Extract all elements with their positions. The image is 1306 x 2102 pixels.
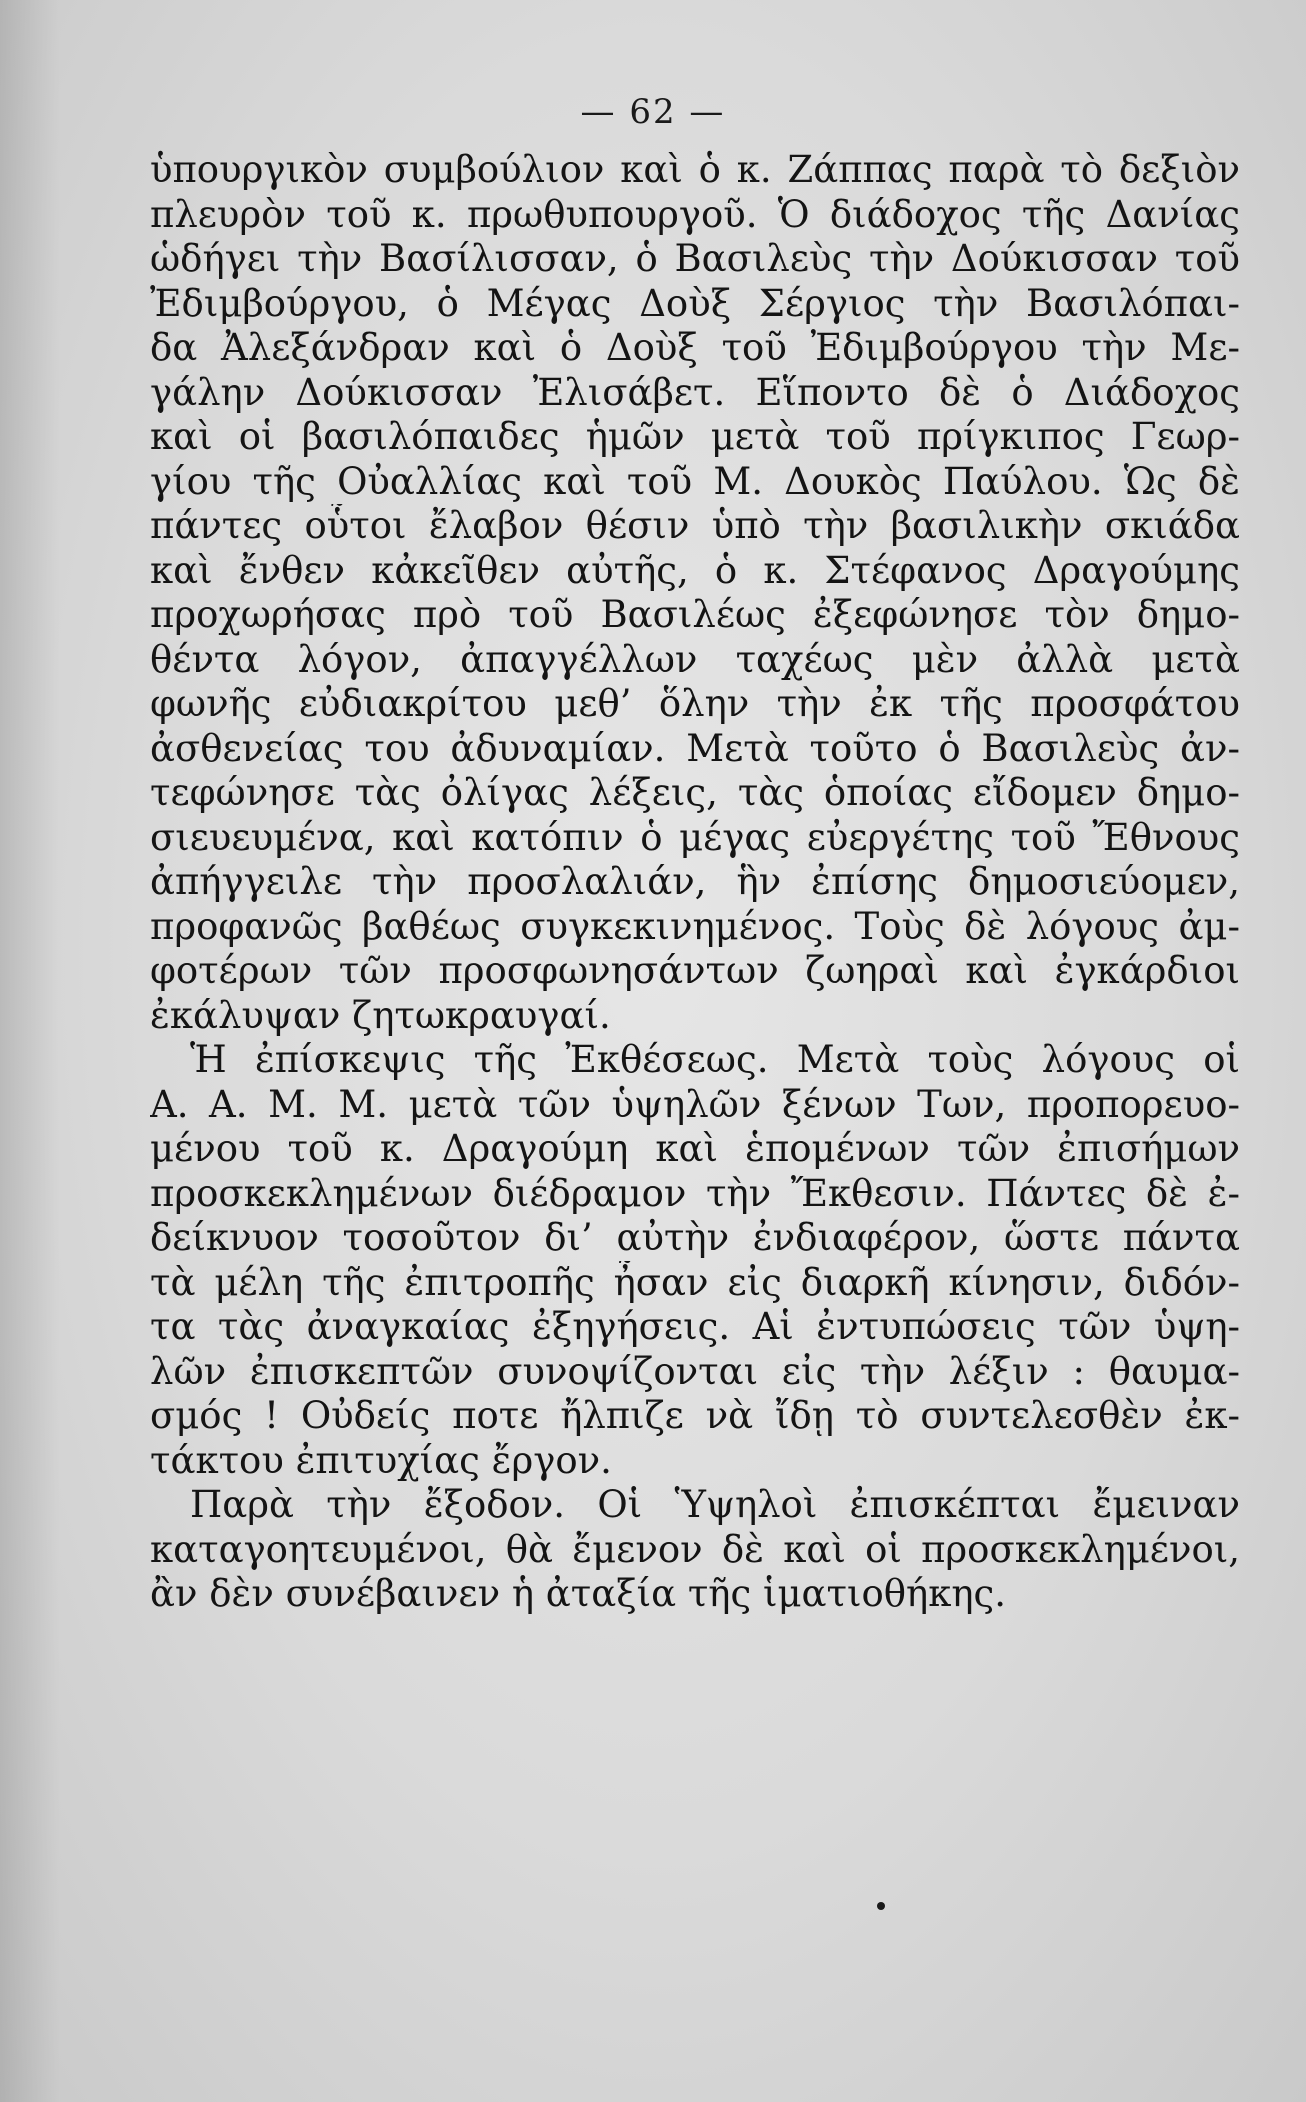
- text-line: ὡδήγει τὴν Βασίλισσαν, ὁ Βασιλεὺς τὴν Δούκισσαν τοῦ: [150, 237, 1240, 280]
- text-line: τα τὰς ἀναγκαίας ἐξηγήσεις. Αἱ ἐντυπώσεις τῶν ὑψη-: [150, 1305, 1240, 1348]
- text-line: γίου τῆς Οὐαλλίας καὶ τοῦ Μ. Δουκὸς Παύλου. Ὡς δὲ: [150, 459, 1240, 503]
- text-line: ἂν δὲν συνέβαινεν ἡ ἀταξία τῆς ἱματιοθήκης.: [150, 1572, 1006, 1615]
- ink-speck: [877, 1902, 885, 1910]
- text-line: ἐκάλυψαν ζητωκραυγαί.: [150, 993, 611, 1037]
- text-line: θέντα λόγον, ἀπαγγέλλων ταχέως μὲν ἀλλὰ μετὰ: [150, 637, 1240, 681]
- text-line: γάλην Δούκισσαν Ἐλισάβετ. Εἵποντο δὲ ὁ Διάδοχος: [150, 370, 1240, 414]
- text-line: σμός ! Οὐδείς ποτε ἤλπιζε νὰ ἴδῃ τὸ συντελεσθὲν ἐκ-: [150, 1394, 1240, 1437]
- text-line: προσκεκλημένων διέδραμον τὴν Ἔκθεσιν. Πάντες δὲ ἐ-: [150, 1171, 1240, 1215]
- text-line: δείκνυον τοσοῦτον δι’ αὐτὴν ἐνδιαφέρον, ὥστε πάντα: [150, 1216, 1240, 1259]
- text-line: ἀπήγγειλε τὴν προσλαλιάν, ἣν ἐπίσης δημοσιεύομεν,: [150, 860, 1240, 903]
- page-number: — 62 —: [580, 92, 726, 132]
- text-line: δα Ἀλεξάνδραν καὶ ὁ Δοὺξ τοῦ Ἐδιμβούργου τὴν Με-: [150, 326, 1240, 369]
- text-line: λῶν ἐπισκεπτῶν συνοψίζονται εἰς τὴν λέξιν : θαυμα-: [150, 1349, 1240, 1393]
- section-heading-line: Παρὰ τὴν ἔξοδον. Οἱ Ὑψηλοὶ ἐπισκέπται ἔμειναν: [190, 1483, 1240, 1526]
- text-line: φοτέρων τῶν προσφωνησάντων ζωηραὶ καὶ ἐγκάρδιοι: [150, 949, 1240, 992]
- page-edge-shadow: [0, 0, 60, 2102]
- section-heading-line: Ἡ ἐπίσκεψις τῆς Ἐκθέσεως. Μετὰ τοὺς λόγους οἱ: [190, 1038, 1240, 1081]
- text-line: τὰ μέλη τῆς ἐπιτροπῆς ἦσαν εἰς διαρκῆ κίνησιν, διδόν-: [150, 1260, 1240, 1304]
- text-line: μένου τοῦ κ. Δραγούμη καὶ ἑπομένων τῶν ἐπισήμων: [150, 1127, 1240, 1170]
- text-line: Α. Α. Μ. Μ. μετὰ τῶν ὑψηλῶν ξένων Των, προπορευο-: [150, 1082, 1240, 1126]
- text-line: ἀσθενείας του ἀδυναμίαν. Μετὰ τοῦτο ὁ Βασιλεὺς ἀν-: [150, 726, 1240, 770]
- text-line: τάκτου ἐπιτυχίας ἔργον.: [150, 1438, 612, 1482]
- text-line: προχωρήσας πρὸ τοῦ Βασιλέως ἐξεφώνησε τὸν δημο-: [150, 593, 1240, 636]
- text-line: σιευευμένα, καὶ κατόπιν ὁ μέγας εὐεργέτης τοῦ Ἔθνους: [150, 815, 1240, 859]
- text-line: πλευρὸν τοῦ κ. πρωθυπουργοῦ. Ὁ διάδοχος τῆς Δανίας: [150, 192, 1240, 236]
- text-line: φωνῆς εὐδιακρίτου μεθ’ ὅλην τὴν ἐκ τῆς προσφάτου: [150, 682, 1240, 725]
- text-line: καὶ οἱ βασιλόπαιδες ἡμῶν μετὰ τοῦ πρίγκιπος Γεωρ-: [150, 415, 1240, 458]
- body-text: [150, 148, 1240, 1617]
- text-line: τεφώνησε τὰς ὀλίγας λέξεις, τὰς ὁποίας εἴδομεν δημο-: [150, 771, 1240, 814]
- text-line: προφανῶς βαθέως συγκεκινημένος. Τοὺς δὲ λόγους ἀμ-: [150, 904, 1240, 948]
- text-line: καταγοητευμένοι, θὰ ἔμενον δὲ καὶ οἱ προσκεκλημένοι,: [150, 1527, 1240, 1571]
- text-line: ὑπουργικὸν συμβούλιον καὶ ὁ κ. Ζάππας παρὰ τὸ δεξιὸν: [150, 148, 1240, 191]
- text-line: πάντες οὗτοι ἔλαβον θέσιν ὑπὸ τὴν βασιλικὴν σκιάδα: [150, 504, 1240, 547]
- text-line: καὶ ἔνθεν κἀκεῖθεν αὐτῆς, ὁ κ. Στέφανος Δραγούμης: [150, 548, 1240, 592]
- text-line: Ἐδιμβούργου, ὁ Μέγας Δοὺξ Σέργιος τὴν Βασιλόπαι-: [150, 281, 1240, 325]
